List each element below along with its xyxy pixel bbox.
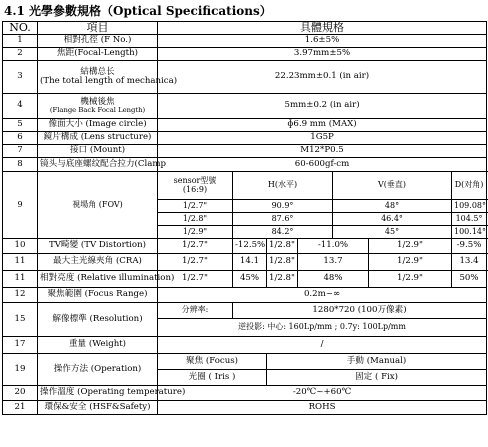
row-number: 11	[3, 254, 38, 271]
fov-sensor: 1/2.8"	[158, 213, 233, 226]
sensor-cell: 1/2.7"	[158, 271, 233, 288]
row-item: 像面大小 (Image circle)	[38, 119, 158, 132]
row-item: 聚焦範圍 (Focus Range)	[38, 288, 158, 303]
fov-v: 45°	[333, 226, 452, 239]
sensor-cell: 1/2.9"	[369, 254, 452, 271]
row-item-line1: 機械後焦	[80, 96, 115, 107]
row-value: M12*P0.5	[158, 145, 487, 158]
value-cell: -12.5%	[233, 239, 267, 254]
table-row	[3, 48, 487, 61]
fov-sensor: 1/2.9"	[158, 226, 233, 239]
table-row	[3, 401, 487, 415]
row-item-line2: (Flange Back Focal Length)	[49, 105, 146, 114]
header-item: 項目	[38, 22, 158, 35]
row-item: 镜头与底座螺纹配合拉力(Clamp	[38, 158, 158, 172]
resolution-mtf: 逆投影: 中心: 160Lp/mm ; 0.7y: 100Lp/mm	[158, 319, 487, 337]
fov-h: 87.6°	[233, 213, 333, 226]
row-item: 最大主光線夾角 (CRA)	[38, 254, 158, 271]
value-cell: 13.7	[298, 254, 369, 271]
value-cell: 50%	[452, 271, 487, 288]
row-number: 3	[3, 61, 38, 94]
sensor-cell: 1/2.7"	[158, 254, 233, 271]
resolution-value: 1280*720 (100万像素)	[233, 303, 487, 319]
operation-iris-value: 固定 ( Fix)	[267, 370, 487, 386]
operation-focus-label: 聚焦 (Focus)	[158, 354, 267, 370]
optical-spec-table	[2, 21, 487, 415]
sensor-cell: 1/2.9"	[369, 239, 452, 254]
row-number: 1	[3, 35, 38, 48]
row-number: 9	[3, 172, 38, 239]
row-value: ROHS	[158, 401, 487, 415]
row-number: 10	[3, 239, 38, 254]
value-cell: 14.1	[233, 254, 267, 271]
operation-iris-label: 光圈 ( Iris )	[158, 370, 267, 386]
row-number: 15	[3, 303, 38, 337]
value-cell: 48%	[298, 271, 369, 288]
row-item: 視場角 (FOV)	[38, 172, 158, 239]
row-item: TV畸變 (TV Distortion)	[38, 239, 158, 254]
table-row	[3, 132, 487, 145]
row-item-line2: (The total length of mechanica)	[40, 76, 178, 86]
fov-d: 100.14°	[452, 226, 487, 239]
table-row	[3, 119, 487, 132]
fov-v-header: V(垂直)	[333, 172, 452, 200]
value-cell: 13.4	[452, 254, 487, 271]
sensor-cell: 1/2.8"	[267, 239, 298, 254]
row-value: ɸ6.9 mm (MAX)	[158, 119, 487, 132]
header-spec: 具體規格	[158, 22, 487, 35]
row-number: 19	[3, 354, 38, 386]
row-value: 5mm±0.2 (in air)	[158, 94, 487, 119]
section-heading: 4.1 光學參數規格（Optical Specifications）	[4, 4, 272, 18]
table-row	[3, 145, 487, 158]
row-value: 3.97mm±5%	[158, 48, 487, 61]
row-number: 11	[3, 271, 38, 288]
sensor-cell: 1/2.8"	[267, 254, 298, 271]
sensor-cell: 1/2.7"	[158, 239, 233, 254]
fov-sensor-header	[158, 172, 233, 200]
fov-h: 90.9°	[233, 200, 333, 213]
row-item: 環保&安全 (HSF&Safety)	[38, 401, 158, 415]
row-number: 21	[3, 401, 38, 415]
table-row	[3, 94, 487, 119]
row-value: 60-600gf-cm	[158, 158, 487, 172]
row-value: 1G5P	[158, 132, 487, 145]
row-number: 6	[3, 132, 38, 145]
sensor-cell: 1/2.8"	[267, 271, 298, 288]
table-row	[3, 35, 487, 48]
table-row	[3, 271, 487, 288]
sensor-cell: 1/2.9"	[369, 271, 452, 288]
row-item	[38, 94, 158, 119]
row-number: 4	[3, 94, 38, 119]
row-number: 12	[3, 288, 38, 303]
table-row	[3, 61, 487, 94]
table-row	[3, 158, 487, 172]
row-item: 操作溫度 (Operating temperature)	[38, 386, 158, 401]
row-value: 22.23mm±0.1 (in air)	[158, 61, 487, 94]
row-item: 操作方法 (Operation)	[38, 354, 158, 386]
fov-d: 104.5°	[452, 213, 487, 226]
header-no: NO.	[3, 22, 38, 35]
table-row	[3, 254, 487, 271]
table-header-row	[3, 22, 487, 35]
fov-h-header: H(水平)	[233, 172, 333, 200]
fov-h: 84.2°	[233, 226, 333, 239]
table-row	[3, 288, 487, 303]
table-row	[3, 239, 487, 254]
fov-sensor-header-line1: sensor型號	[173, 176, 217, 186]
fov-d: 109.08°	[452, 200, 487, 213]
table-row	[3, 354, 487, 370]
row-number: 5	[3, 119, 38, 132]
row-item: 接口 (Mount)	[38, 145, 158, 158]
table-row	[3, 337, 487, 354]
value-cell: -11.0%	[298, 239, 369, 254]
row-item: 焦距(Focal-Length)	[38, 48, 158, 61]
table-row	[3, 172, 487, 200]
row-item: 鏡片構成 (Lens structure)	[38, 132, 158, 145]
row-value: -20℃~+60℃	[158, 386, 487, 401]
row-number: 8	[3, 158, 38, 172]
fov-sensor: 1/2.7"	[158, 200, 233, 213]
row-number: 20	[3, 386, 38, 401]
row-item: 相對孔徑 (F No.)	[38, 35, 158, 48]
row-value: /	[158, 337, 487, 354]
row-number: 17	[3, 337, 38, 354]
row-item: 相對亮度 (Relative illumination)	[38, 271, 158, 288]
fov-v: 48°	[333, 200, 452, 213]
row-item	[38, 61, 178, 94]
value-cell: 45%	[233, 271, 267, 288]
fov-sensor-header-line2: (16:9)	[182, 184, 208, 194]
row-value: 1.6±5%	[158, 35, 487, 48]
operation-focus-value: 手動 (Manual)	[267, 354, 487, 370]
fov-v: 46.4°	[333, 213, 452, 226]
row-item: 解像標準 (Resolution)	[38, 303, 158, 337]
row-value: 0.2m~∞	[158, 288, 487, 303]
value-cell: -9.5%	[452, 239, 487, 254]
row-number: 2	[3, 48, 38, 61]
table-row	[3, 386, 487, 401]
row-number: 7	[3, 145, 38, 158]
table-row	[3, 303, 487, 319]
row-item-line1: 結構总长	[80, 66, 115, 77]
fov-d-header: D(对角)	[452, 172, 487, 200]
row-item: 重量 (Weight)	[38, 337, 158, 354]
resolution-label: 分辨率:	[158, 303, 233, 319]
